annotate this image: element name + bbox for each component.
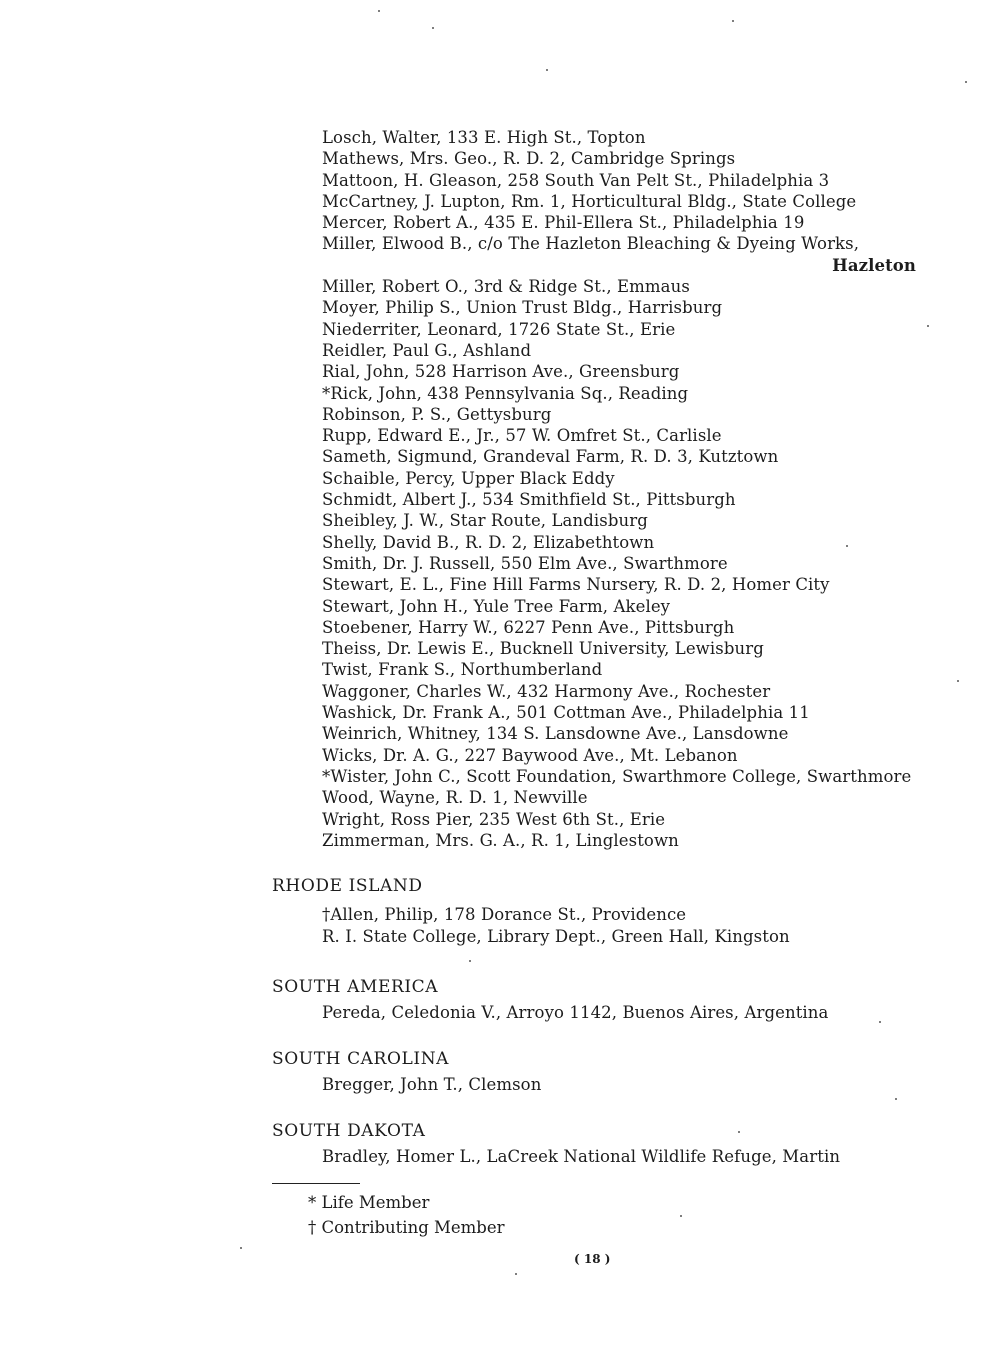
- section-heading-south-dakota: SOUTH DAKOTA: [272, 1121, 426, 1141]
- scan-speck: [738, 1131, 740, 1133]
- list-item: Smith, Dr. J. Russell, 550 Elm Ave., Swarthmore: [322, 553, 728, 573]
- scan-speck: [732, 20, 734, 22]
- list-item: Wood, Wayne, R. D. 1, Newville: [322, 788, 588, 808]
- footnote-contributing-member: † Contributing Member: [308, 1218, 505, 1237]
- list-item: Washick, Dr. Frank A., 501 Cottman Ave., Philadelphia 11: [322, 703, 810, 723]
- list-item: Shelly, David B., R. D. 2, Elizabethtown: [322, 532, 655, 552]
- scan-speck: [879, 1021, 881, 1023]
- list-item: McCartney, J. Lupton, Rm. 1, Horticultural Bldg., State College: [322, 191, 857, 211]
- section-heading-south-carolina: SOUTH CAROLINA: [272, 1049, 450, 1069]
- footnote-divider: [272, 1183, 360, 1184]
- list-item: Pereda, Celedonia V., Arroyo 1142, Buenos Aires, Argentina: [322, 1003, 829, 1022]
- list-item: Rial, John, 528 Harrison Ave., Greensburg: [322, 362, 680, 382]
- footnote-life-member: * Life Member: [308, 1193, 430, 1212]
- list-item: Mattoon, H. Gleason, 258 South Van Pelt St., Philadelphia 3: [322, 170, 830, 190]
- list-item: Miller, Robert O., 3rd & Ridge St., Emmaus: [322, 277, 690, 297]
- list-item: Niederriter, Leonard, 1726 State St., Erie: [322, 319, 676, 339]
- pennsylvania-member-list: [322, 127, 922, 851]
- list-item: Schmidt, Albert J., 534 Smithfield St., Pittsburgh: [322, 490, 736, 510]
- list-item: R. I. State College, Library Dept., Green Hall, Kingston: [322, 927, 790, 946]
- scan-speck: [378, 10, 380, 12]
- list-item: Twist, Frank S., Northumberland: [322, 660, 603, 680]
- list-item: Reidler, Paul G., Ashland: [322, 340, 532, 360]
- list-item: Theiss, Dr. Lewis E., Bucknell University, Lewisburg: [322, 639, 764, 659]
- scan-speck: [927, 325, 929, 327]
- list-item: Bregger, John T., Clemson: [322, 1075, 542, 1094]
- list-item: Robinson, P. S., Gettysburg: [322, 404, 552, 424]
- list-item: Stewart, E. L., Fine Hill Farms Nursery, R. D. 2, Homer City: [322, 575, 830, 595]
- scan-speck: [965, 81, 967, 83]
- scan-speck: [469, 960, 471, 962]
- list-item: Losch, Walter, 133 E. High St., Topton: [322, 128, 646, 147]
- list-item: Stoebener, Harry W., 6227 Penn Ave., Pittsburgh: [322, 617, 735, 637]
- scan-speck: [515, 1273, 517, 1275]
- list-item: Schaible, Percy, Upper Black Eddy: [322, 468, 615, 488]
- list-item: Mercer, Robert A., 435 E. Phil-Ellera St., Philadelphia 19: [322, 213, 805, 233]
- section-heading-rhode-island: RHODE ISLAND: [272, 876, 423, 896]
- list-item: Rupp, Edward E., Jr., 57 W. Omfret St., Carlisle: [322, 426, 722, 446]
- page-number: ( 18 ): [574, 1252, 611, 1266]
- list-item: Mathews, Mrs. Geo., R. D. 2, Cambridge Springs: [322, 149, 736, 169]
- scan-speck: [680, 1215, 682, 1217]
- section-heading-south-america: SOUTH AMERICA: [272, 977, 439, 997]
- list-item-text: Miller, Elwood B., c/o The Hazleton Bleaching & Dyeing Works,: [322, 234, 860, 254]
- scan-speck: [432, 27, 434, 29]
- list-item: Sameth, Sigmund, Grandeval Farm, R. D. 3, Kutztown: [322, 447, 779, 467]
- list-item: Moyer, Philip S., Union Trust Bldg., Harrisburg: [322, 298, 723, 318]
- list-item: Zimmerman, Mrs. G. A., R. 1, Linglestown: [322, 830, 679, 850]
- scan-speck: [895, 1098, 897, 1100]
- list-item: Bradley, Homer L., LaCreek National Wildlife Refuge, Martin: [322, 1147, 841, 1166]
- list-item: Sheibley, J. W., Star Route, Landisburg: [322, 511, 648, 531]
- list-item: [322, 233, 922, 276]
- scan-speck: [240, 1247, 242, 1249]
- list-item: *Wister, John C., Scott Foundation, Swarthmore College, Swarthmore: [322, 766, 912, 786]
- list-item: †Allen, Philip, 178 Dorance St., Providence: [322, 905, 687, 924]
- list-item: Weinrich, Whitney, 134 S. Lansdowne Ave., Lansdowne: [322, 724, 789, 744]
- scan-speck: [846, 545, 848, 547]
- list-item: Stewart, John H., Yule Tree Farm, Akeley: [322, 596, 671, 616]
- list-item-continuation: Hazleton: [832, 255, 916, 275]
- list-item: Wicks, Dr. A. G., 227 Baywood Ave., Mt. Lebanon: [322, 745, 738, 765]
- scan-speck: [546, 69, 548, 71]
- list-item: Wright, Ross Pier, 235 West 6th St., Erie: [322, 809, 666, 829]
- list-item: Waggoner, Charles W., 432 Harmony Ave., Rochester: [322, 681, 771, 701]
- list-item: *Rick, John, 438 Pennsylvania Sq., Reading: [322, 383, 689, 403]
- scan-speck: [957, 680, 959, 682]
